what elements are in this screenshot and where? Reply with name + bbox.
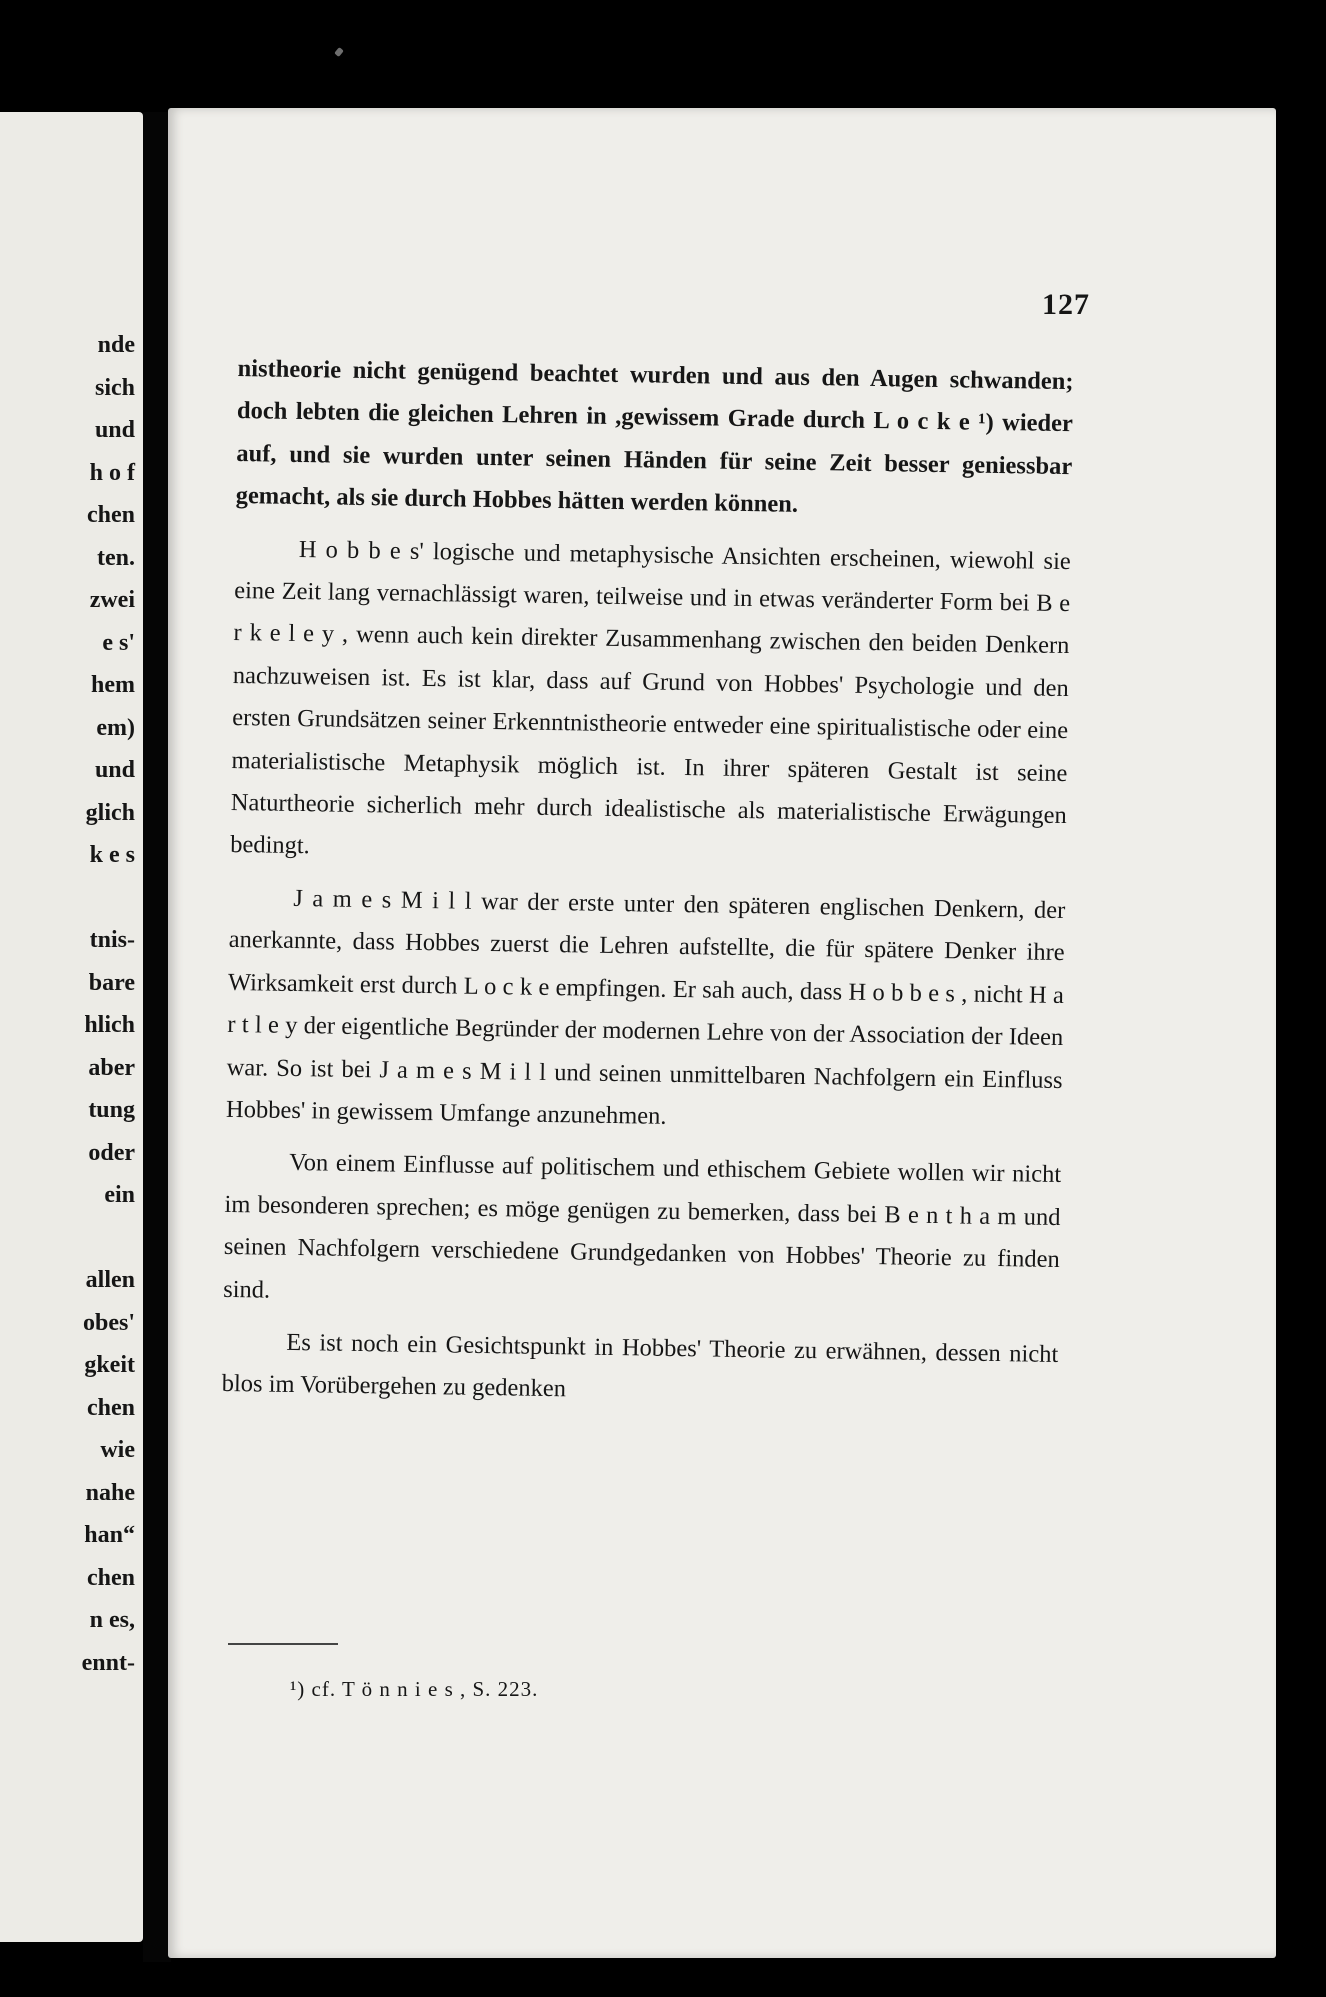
left-line: nahe: [85, 1479, 135, 1506]
left-line: obes': [82, 1309, 135, 1336]
left-line: ten.: [97, 544, 135, 571]
left-line: chen: [87, 502, 135, 528]
left-page-line-ends: [82, 324, 135, 1684]
left-line: k e s: [89, 842, 135, 868]
left-line: allen: [85, 1267, 135, 1293]
paragraph-5: Es ist noch ein Gesichtspunkt in Hobbes' Theorie zu erwähnen, dessen nicht blos im Vorübergehen zu gedenken: [221, 1328, 1059, 1403]
left-line: ein: [104, 1182, 135, 1208]
left-line: bare: [88, 969, 135, 996]
paragraph-3: J a m e s M i l l war der erste unter den späteren englischen Denkern, der anerkannte, dass Hobbes zuerst die Lehren aufstellte, die für spätere Denker ihre Wirksamkeit erst durch L o c k e empfingen. Er sah auch, dass H o b b e s , nicht H a r t l e y der eigentliche Begründer der modernen Lehre von der Association der Ideen war. So ist bei J a m e s M i l l und seinen unmittelbaren Nachfolgern ein Einfluss Hobbes' in gewissem Umfange anzunehmen.: [225, 884, 1066, 1130]
left-line-blank: [82, 1217, 135, 1260]
dust-speck: [334, 47, 344, 57]
left-line: e s': [102, 629, 135, 656]
left-line: chen: [87, 1564, 135, 1591]
footnote: ¹) cf. T ö n n i e s , S. 223.: [290, 1677, 539, 1701]
left-line: und: [94, 417, 135, 443]
left-line: und: [94, 757, 135, 783]
left-line: oder: [88, 1139, 135, 1166]
paragraph-2: H o b b e s' logische und metaphysische Ansichten erscheinen, wiewohl sie eine Zeit lang vernachlässigt waren, teilweise und in etwas veränderter Form bei B e r k e l e y , wenn auch kein direkter Zusammenhang zwischen den beiden Denkern nachzuweisen ist. Es ist klar, dass auf Grund von Hobbes' Psychologie und den ersten Grundsätzen seiner Erkenntnistheorie entweder eine spiritualistische oder eine materialistische Metaphysik möglich ist. In ihrer späteren Gestalt ist seine Naturtheorie sicherlich mehr durch idealistische als materialistische Erwägungen bedingt.: [229, 535, 1071, 860]
left-line: nde: [97, 332, 135, 358]
left-line: gkeit: [84, 1352, 135, 1378]
left-line: n es,: [89, 1607, 135, 1633]
book-gutter: [143, 112, 171, 1962]
left-line: zwei: [89, 587, 135, 613]
left-line: hlich: [84, 1012, 135, 1038]
left-line: sich: [94, 374, 135, 401]
footnote-rule: [228, 1643, 338, 1645]
left-line-blank: [82, 877, 135, 920]
left-line: hem: [91, 672, 135, 698]
page-number: 127: [1042, 288, 1090, 321]
left-line: tung: [88, 1097, 135, 1123]
left-line: wie: [100, 1437, 135, 1463]
left-line: chen: [87, 1394, 135, 1421]
left-line: em): [96, 714, 135, 741]
page-body: [221, 348, 1074, 1429]
paragraph-4: Von einem Einflusse auf politischem und ethischem Gebiete wollen wir nicht im besonderen sprechen; es möge genügen zu bemerken, dass bei B e n t h a m und seinen Nachfolgern verschiedene Grundgedanken von Hobbes' Theorie zu finden sind.: [223, 1149, 1062, 1304]
left-page-fragment: [0, 112, 143, 1942]
left-line: h o f: [89, 459, 135, 486]
left-line: glich: [85, 799, 135, 826]
paragraph-1: nistheorie nicht genügend beachtet wurden und aus den Augen schwanden; doch lebten die gleichen Lehren in ,gewissem Grade durch L o c k e ¹) wieder auf, und sie wurden unter seinen Händen für seine Zeit besser geniessbar gemacht, als sie durch Hobbes hätten werden können.: [235, 354, 1074, 519]
left-line: han“: [84, 1522, 135, 1548]
left-line: ennt-: [81, 1649, 135, 1676]
left-line: tnis-: [89, 927, 135, 953]
left-line: aber: [88, 1054, 135, 1081]
